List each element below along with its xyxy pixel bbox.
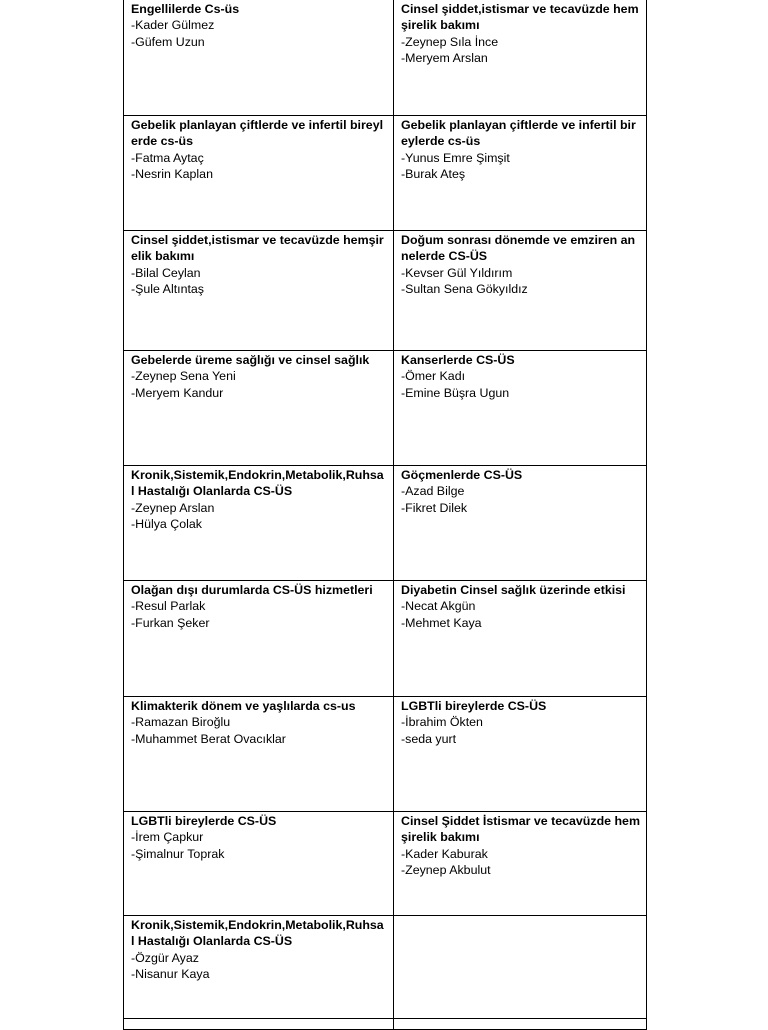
table-cell-right xyxy=(394,812,646,915)
table-row xyxy=(124,0,646,116)
table-cell-left xyxy=(124,231,394,350)
member-name: -Zeynep Sıla İnce xyxy=(401,34,499,49)
member-name: -Şule Altıntaş xyxy=(131,281,205,296)
member-name: -Resul Parlak xyxy=(131,599,206,614)
member-name: -Bilal Ceylan xyxy=(131,265,201,280)
member-name: -Kader Gülmez xyxy=(131,18,215,33)
table-cell-left xyxy=(124,1019,394,1029)
member-name: -Sultan Sena Gökyıldız xyxy=(401,281,528,296)
member-name: -Zeynep Sena Yeni xyxy=(131,369,236,384)
table-row xyxy=(124,466,646,581)
member-name: -Güfem Uzun xyxy=(131,34,205,49)
member-name: -Nesrin Kaplan xyxy=(131,166,213,181)
table-cell-left xyxy=(124,116,394,230)
table-cell-left xyxy=(124,697,394,811)
member-name: -Kader Kaburak xyxy=(401,846,488,861)
member-name: -Ramazan Biroğlu xyxy=(131,715,231,730)
table-cell-right xyxy=(394,116,646,230)
topic-title: Cinsel Şiddet İstismar ve tecavüzde hemşirelik bakımı xyxy=(401,814,640,845)
topic-title: Gebelik planlayan çiftlerde ve infertil bireylerde cs-üs xyxy=(131,118,384,149)
member-name: -Özgür Ayaz xyxy=(131,950,199,965)
member-name: -Meryem Kandur xyxy=(131,385,224,400)
member-name: -Azad Bilge xyxy=(401,484,465,499)
member-name: -Yunus Emre Şimşit xyxy=(401,150,510,165)
table-cell-right xyxy=(394,581,646,696)
table-row xyxy=(124,351,646,466)
topic-title: Engellilerde Cs-üs xyxy=(131,2,240,16)
topic-title: Kronik,Sistemik,Endokrin,Metabolik,Ruhsal Hastalığı Olanlarda CS-ÜS xyxy=(131,468,384,499)
member-name: -Zeynep Arslan xyxy=(131,500,215,515)
topic-title: Göçmenlerde CS-ÜS xyxy=(401,468,523,482)
table-cell-left xyxy=(124,812,394,915)
table-cell-right xyxy=(394,1019,646,1029)
table-cell-right xyxy=(394,466,646,580)
member-name: -Fikret Dilek xyxy=(401,500,468,515)
table-cell-left xyxy=(124,466,394,580)
table-row xyxy=(124,1019,646,1030)
table-cell-left xyxy=(124,0,394,115)
member-name: -Furkan Şeker xyxy=(131,615,210,630)
table-cell-right xyxy=(394,231,646,350)
member-name: -Şimalnur Toprak xyxy=(131,846,225,861)
table-cell-left xyxy=(124,351,394,465)
topic-title: Gebelerde üreme sağlığı ve cinsel sağlık xyxy=(131,353,370,367)
member-name: -Kevser Gül Yıldırım xyxy=(401,265,513,280)
table-row xyxy=(124,231,646,351)
table-cell-right xyxy=(394,916,646,1018)
topic-title: LGBTli bireylerde CS-ÜS xyxy=(131,814,277,828)
member-name: -Necat Akgün xyxy=(401,599,476,614)
member-name: -Burak Ateş xyxy=(401,166,466,181)
table-cell-left xyxy=(124,916,394,1018)
topic-title: Kanserlerde CS-ÜS xyxy=(401,353,515,367)
member-name: -İrem Çapkur xyxy=(131,830,204,845)
table-cell-right xyxy=(394,697,646,811)
member-name: -seda yurt xyxy=(401,731,457,746)
table-cell-left xyxy=(124,581,394,696)
table-row xyxy=(124,581,646,697)
topic-title: Gebelik planlayan çiftlerde ve infertil bireylerde cs-üs xyxy=(401,118,636,149)
member-name: -Muhammet Berat Ovacıklar xyxy=(131,731,286,746)
member-name: -Nisanur Kaya xyxy=(131,966,210,981)
member-name: -Fatma Aytaç xyxy=(131,150,204,165)
topic-title: Cinsel şiddet,istismar ve tecavüzde hemşirelik bakımı xyxy=(131,233,384,264)
topic-title: Olağan dışı durumlarda CS-ÜS hizmetleri xyxy=(131,583,373,597)
topic-title: Klimakterik dönem ve yaşlılarda cs-us xyxy=(131,699,356,713)
topic-title: Kronik,Sistemik,Endokrin,Metabolik,Ruhsal Hastalığı Olanlarda CS-ÜS xyxy=(131,918,384,949)
member-name: -Meryem Arslan xyxy=(401,50,488,65)
member-name: -Ömer Kadı xyxy=(401,369,466,384)
topic-title: Cinsel şiddet,istismar ve tecavüzde hemşirelik bakımı xyxy=(401,2,639,33)
member-name: -İbrahim Ökten xyxy=(401,715,483,730)
assignment-table xyxy=(123,0,647,1030)
member-name: -Zeynep Akbulut xyxy=(401,862,491,877)
member-name: -Mehmet Kaya xyxy=(401,615,482,630)
member-name: -Hülya Çolak xyxy=(131,516,202,531)
topic-title: Doğum sonrası dönemde ve emziren annelerde CS-ÜS xyxy=(401,233,636,264)
table-cell-right xyxy=(394,0,646,115)
topic-title: LGBTli bireylerde CS-ÜS xyxy=(401,699,547,713)
member-name: -Emine Büşra Ugun xyxy=(401,385,510,400)
table-row xyxy=(124,812,646,916)
topic-title: Diyabetin Cinsel sağlık üzerinde etkisi xyxy=(401,583,626,597)
table-cell-right xyxy=(394,351,646,465)
table-row xyxy=(124,116,646,231)
table-row xyxy=(124,916,646,1019)
table-row xyxy=(124,697,646,812)
